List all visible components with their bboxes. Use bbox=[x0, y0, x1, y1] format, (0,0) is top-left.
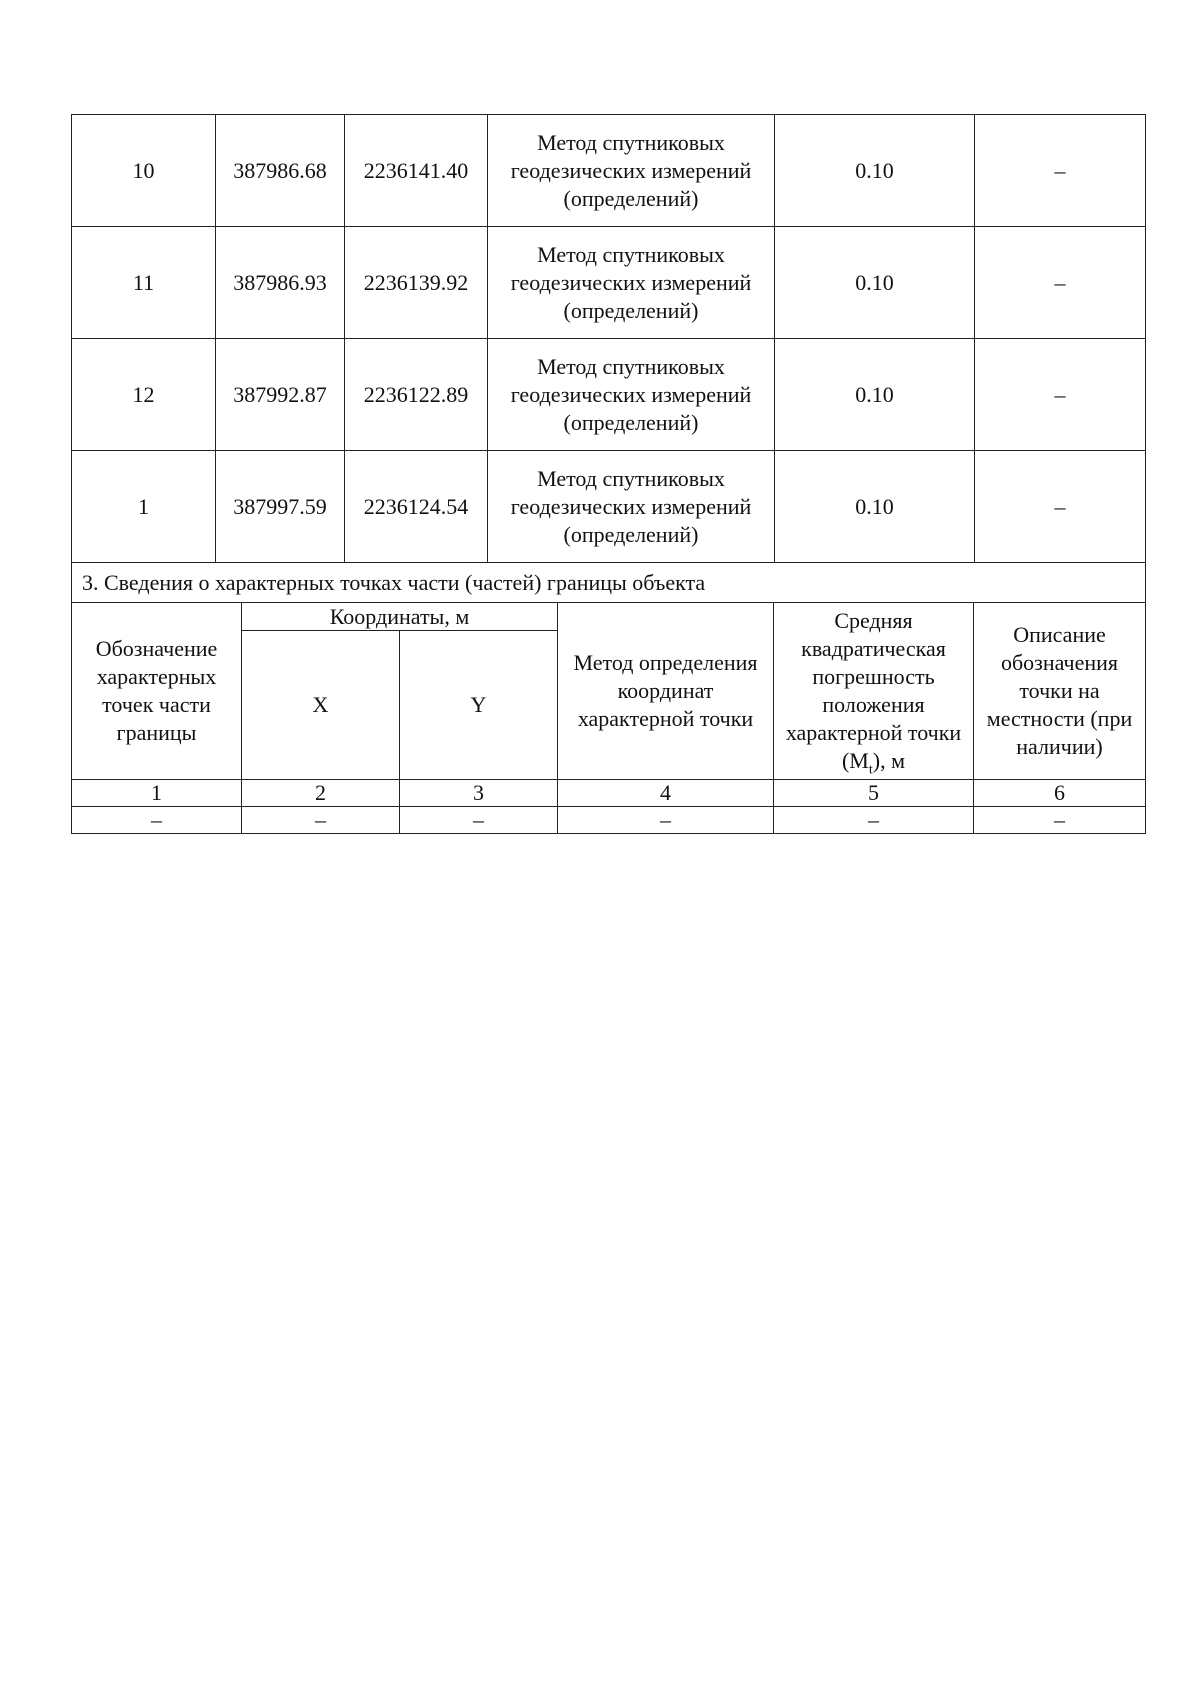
error-cell: 0.10 bbox=[775, 339, 975, 451]
x-coordinate-cell: 387986.93 bbox=[216, 227, 345, 339]
column-number: 3 bbox=[400, 780, 558, 807]
method-cell: Метод спутниковых геодезических измерений (определений) bbox=[488, 339, 775, 451]
y-coordinate-cell: 2236139.92 bbox=[345, 227, 488, 339]
column-number: 5 bbox=[774, 780, 974, 807]
point-number-cell: 1 bbox=[72, 451, 216, 563]
description-cell: – bbox=[975, 227, 1146, 339]
table-row bbox=[72, 115, 1146, 227]
point-number-cell: 11 bbox=[72, 227, 216, 339]
header-coordinates: Координаты, м bbox=[242, 603, 558, 631]
header-x: X bbox=[242, 631, 400, 780]
x-coordinate-cell: 387986.68 bbox=[216, 115, 345, 227]
column-number: 4 bbox=[558, 780, 774, 807]
header-y: Y bbox=[400, 631, 558, 780]
description-cell: – bbox=[975, 339, 1146, 451]
document-page bbox=[71, 114, 1145, 834]
empty-cell: – bbox=[400, 807, 558, 834]
table-row bbox=[72, 807, 1146, 834]
empty-cell: – bbox=[974, 807, 1146, 834]
point-number-cell: 10 bbox=[72, 115, 216, 227]
boundary-points-table bbox=[71, 114, 1146, 563]
method-cell: Метод спутниковых геодезических измерений (определений) bbox=[488, 115, 775, 227]
header-point-designation: Обозначение характерных точек части границы bbox=[72, 603, 242, 780]
table-row bbox=[72, 339, 1146, 451]
part-boundary-points-table bbox=[71, 563, 1146, 834]
error-cell: 0.10 bbox=[775, 451, 975, 563]
header-description: Описание обозначения точки на местности (при наличии) bbox=[974, 603, 1146, 780]
description-cell: – bbox=[975, 115, 1146, 227]
error-cell: 0.10 bbox=[775, 227, 975, 339]
header-method: Метод определения координат характерной точки bbox=[558, 603, 774, 780]
y-coordinate-cell: 2236141.40 bbox=[345, 115, 488, 227]
x-coordinate-cell: 387992.87 bbox=[216, 339, 345, 451]
header-error-subscript: t bbox=[868, 762, 873, 778]
table-row bbox=[72, 227, 1146, 339]
column-number: 1 bbox=[72, 780, 242, 807]
empty-cell: – bbox=[558, 807, 774, 834]
y-coordinate-cell: 2236122.89 bbox=[345, 339, 488, 451]
column-number: 2 bbox=[242, 780, 400, 807]
header-error bbox=[774, 603, 974, 780]
empty-cell: – bbox=[242, 807, 400, 834]
x-coordinate-cell: 387997.59 bbox=[216, 451, 345, 563]
method-cell: Метод спутниковых геодезических измерений (определений) bbox=[488, 227, 775, 339]
method-cell: Метод спутниковых геодезических измерений (определений) bbox=[488, 451, 775, 563]
column-number: 6 bbox=[974, 780, 1146, 807]
empty-cell: – bbox=[72, 807, 242, 834]
description-cell: – bbox=[975, 451, 1146, 563]
point-number-cell: 12 bbox=[72, 339, 216, 451]
y-coordinate-cell: 2236124.54 bbox=[345, 451, 488, 563]
section-title: 3. Сведения о характерных точках части (частей) границы объекта bbox=[72, 563, 1146, 603]
header-error-label: Средняя квадратическая погрешность положения характерной точки (M bbox=[785, 608, 962, 773]
column-numbers-row bbox=[72, 780, 1146, 807]
header-error-tail: ), м bbox=[872, 748, 906, 773]
section-title-row bbox=[72, 563, 1146, 603]
error-cell: 0.10 bbox=[775, 115, 975, 227]
table-row bbox=[72, 451, 1146, 563]
empty-cell: – bbox=[774, 807, 974, 834]
header-row bbox=[72, 603, 1146, 631]
